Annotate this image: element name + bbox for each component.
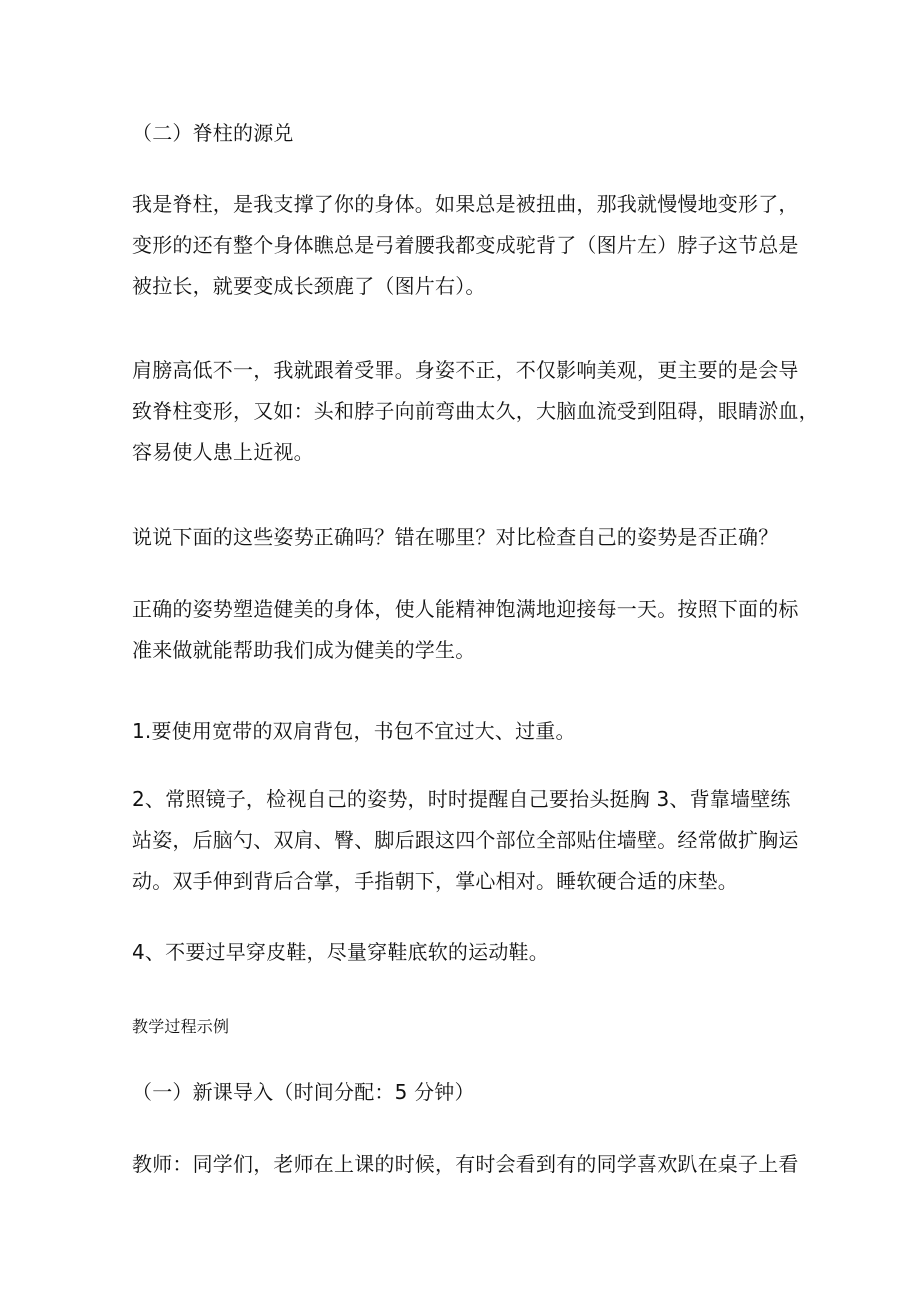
small-heading-text: 教学过程示例 bbox=[132, 1017, 230, 1036]
text-line: 2、常照镜子，检视自己的姿势，时时提醒自己要抬头挺胸 3、背靠墙壁练 bbox=[132, 787, 791, 811]
section-heading-text: （二）脊柱的源兑 bbox=[132, 121, 294, 145]
text-line: 容易使人患上近视。 bbox=[132, 440, 314, 464]
text-line: 肩膀高低不一，我就跟着受罪。身姿不正，不仅影响美观，更主要的是会导 bbox=[132, 358, 799, 382]
text-line: 准来做就能帮助我们成为健美的学生。 bbox=[132, 638, 476, 662]
text-line: 1.要使用宽带的双肩背包，书包不宜过大、过重。 bbox=[132, 719, 576, 743]
text-line: 正确的姿势塑造健美的身体，使人能精神饱满地迎接每一天。按照下面的标 bbox=[132, 597, 799, 621]
text-line: 变形的还有整个身体瞧总是弓着腰我都变成驼背了（图片左）脖子这节总是 bbox=[132, 233, 799, 257]
text-line: 站姿，后脑勺、双肩、臀、脚后跟这四个部位全部贴住墙壁。经常做扩胸运 bbox=[132, 828, 799, 852]
text-line: 说说下面的这些姿势正确吗？错在哪里？对比检查自己的姿势是否正确？ bbox=[132, 525, 779, 549]
paragraph-teacher bbox=[132, 1144, 802, 1185]
subsection-heading-text: （一）新课导入（时间分配：5 分钟） bbox=[132, 1080, 475, 1104]
text-line: 教师：同学们，老师在上课的时候，有时会看到有的同学喜欢趴在桌子上看 bbox=[132, 1152, 799, 1176]
list-item-1 bbox=[132, 711, 802, 752]
text-line: 致脊柱变形，又如：头和脖子向前弯曲太久，大脑血流受到阻碍，眼睛淤血， bbox=[132, 399, 819, 423]
list-item-2-3 bbox=[132, 779, 802, 902]
paragraph-spine-intro bbox=[132, 184, 802, 307]
subsection-heading bbox=[132, 1072, 802, 1113]
paragraph-correct-posture bbox=[132, 589, 802, 671]
paragraph-shoulders bbox=[132, 350, 819, 473]
text-line: 4、不要过早穿皮鞋，尽量穿鞋底软的运动鞋。 bbox=[132, 940, 549, 964]
list-item-4 bbox=[132, 932, 802, 973]
text-line: 动。双手伸到背后合掌，手指朝下，掌心相对。睡软硬合适的床垫。 bbox=[132, 869, 738, 893]
small-heading bbox=[132, 1015, 802, 1039]
text-line: 被拉长，就要变成长颈鹿了（图片右）。 bbox=[132, 274, 486, 298]
paragraph-question bbox=[132, 517, 802, 558]
section-heading bbox=[132, 113, 802, 154]
text-line: 我是脊柱，是我支撑了你的身体。如果总是被扭曲，那我就慢慢地变形了， bbox=[132, 192, 799, 216]
